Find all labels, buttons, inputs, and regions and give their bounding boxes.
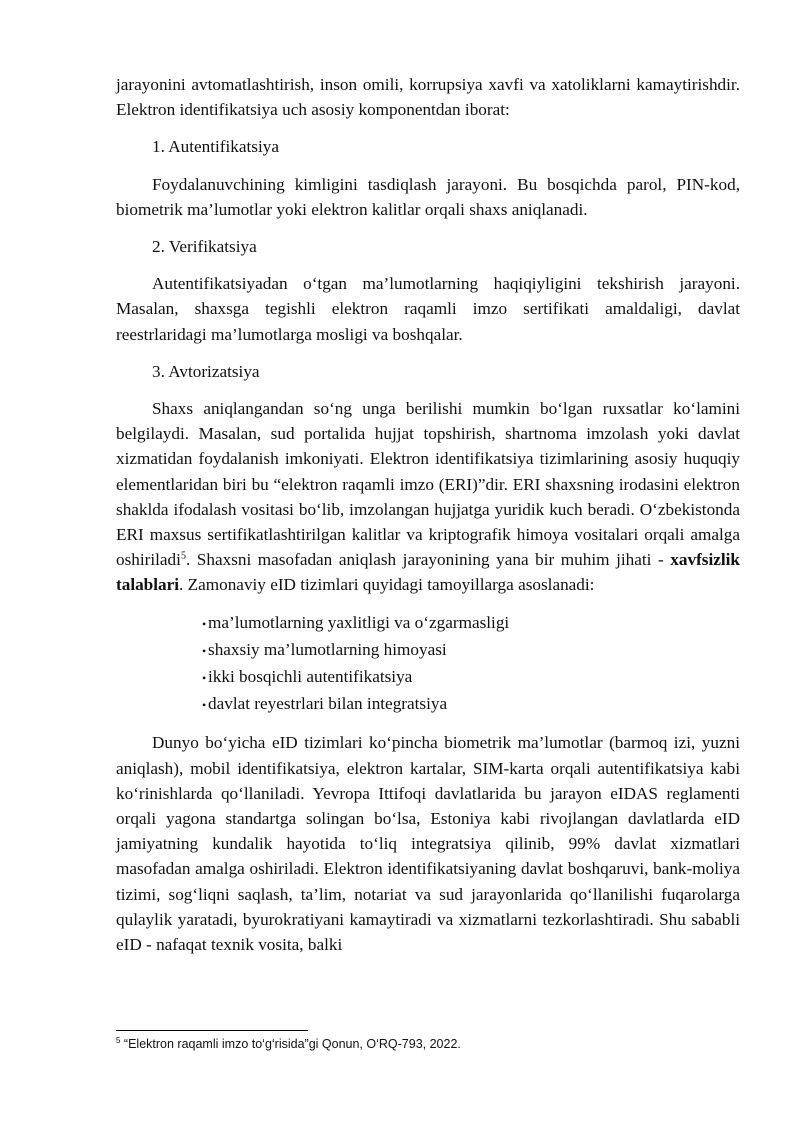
authorization-paragraph: [116, 396, 740, 598]
footnote: [116, 1036, 461, 1052]
list-item: • davlat reyestrlari bilan integratsiya: [202, 691, 740, 718]
bullet-icon: •: [202, 643, 207, 658]
world-eid-paragraph: Dunyo bo‘yicha eID tizimlari ko‘pincha biometrik ma’lumotlar (barmoq izi, yuzni aniqlash), mobil identifikatsiya, elektron kartalar, SIM-karta orqali autentifikatsiya kabi ko‘rinishlarda qo‘llaniladi. Yevropa Ittifoqi davlatlarida bu jarayon eIDAS reglamenti orqali yagona standartga solingan bo‘lsa, Estoniya kabi rivojlangan davlatlarda eID jamiyatning kundalik hayotida to‘liq integratsiya qilinib, 99% davlat xizmatlari masofadan amalga oshiriladi. Elektron identifikatsiyaning davlat boshqaruvi, bank-moliya tizimi, sog‘liqni saqlash, ta’lim, notariat va sud jarayonlarida qo‘llanilishi fuqarolarga qulaylik yaratadi, byurokratiyani kamaytiradi va xizmatlarni tezkorlashtiradi. Shu sababli eID - nafaqat texnik vosita, balki: [116, 733, 740, 955]
intro-paragraph: jarayonini avtomatlashtirish, inson omili, korrupsiya xavfi va xatoliklarni kamaytirishdir. Elektron identifikatsiya uch asosiy komponentdan iborat:: [116, 75, 740, 120]
verification-paragraph: Autentifikatsiyadan o‘tgan ma’lumotlarning haqiqiyligini tekshirish jarayoni. Masalan, shaxsga tegishli elektron raqamli imzo sertifikati amaldaligi, davlat reestrlaridagi ma’lumotlarga mosligi va boshqalar.: [116, 274, 740, 344]
list-item: • ikki bosqichli autentifikatsiya: [202, 664, 740, 691]
bullet-icon: •: [202, 616, 207, 631]
authorization-text-3: . Zamonaviy eID tizimlari quyidagi tamoyillarga asoslanadi:: [179, 575, 595, 595]
heading-authentication: 1. Autentifikatsiya: [152, 137, 279, 157]
principles-list: [116, 610, 740, 719]
heading-verification: 2. Verifikatsiya: [152, 237, 257, 257]
list-item: • ma’lumotlarning yaxlitligi va o‘zgarmasligi: [202, 610, 740, 637]
authentication-paragraph: Foydalanuvchining kimligini tasdiqlash jarayoni. Bu bosqichda parol, PIN-kod, biometrik ma’lumotlar yoki elektron kalitlar orqali shaxs aniqlanadi.: [116, 174, 740, 219]
list-item: • shaxsiy ma’lumotlarning himoyasi: [202, 637, 740, 664]
authorization-text-1: Shaxs aniqlangandan so‘ng unga berilishi mumkin bo‘lgan ruxsatlar ko‘lamini belgilaydi. Masalan, sud portalida hujjat topshirish, shartnoma imzolash yoki davlat xizmatidan foydalanish imkoniyati. Elektron identifikatsiya tizimlarining asosiy huquqiy elementlaridan biri bu “elektron raqamli imzo (ERI)”dir. ERI shaxsning irodasini elektron shaklda ifodalash vositasi bo‘lib, imzolangan hujjatga yuridik kuch beradi. O‘zbekistonda ERI maxsus sertifikatlashtirilgan kalitlar va kriptografik himoya vositalari orqali amalga oshiriladi: [116, 399, 740, 570]
security-requirements-bold: xavfsizlik talablari: [116, 550, 740, 595]
footnote-number: 5: [116, 1035, 121, 1045]
heading-authorization: 3. Avtorizatsiya: [152, 361, 260, 381]
footnote-divider: [116, 1030, 308, 1031]
footnote-text: “Elektron raqamli imzo to‘g‘risida”gi Qonun, O‘RQ-793, 2022.: [120, 1037, 461, 1051]
bullet-icon: •: [202, 698, 207, 713]
authorization-text-2: . Shaxsni masofadan aniqlash jarayonining yana bir muhim jihati -: [185, 550, 671, 570]
bullet-icon: •: [202, 671, 207, 686]
footnote-reference[interactable]: 5: [180, 550, 186, 562]
